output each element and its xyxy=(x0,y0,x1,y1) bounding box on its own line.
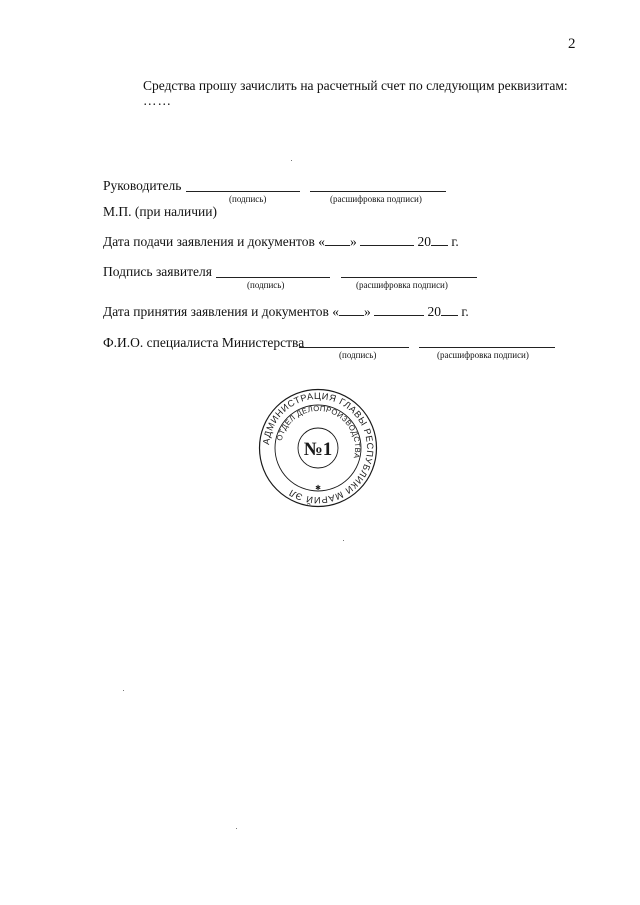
intro-ellipsis: …… xyxy=(143,93,172,108)
accept-year-prefix: 20 xyxy=(427,304,442,319)
specialist-decoding-line[interactable] xyxy=(419,347,555,348)
submit-year-blank[interactable] xyxy=(431,234,448,246)
applicant-signature-line[interactable] xyxy=(216,277,330,278)
page-number: 2 xyxy=(568,36,576,52)
intro-text: Средства прошу зачислить на расчетный счет по следующим реквизитам: xyxy=(143,78,568,93)
accept-date-quote-close: » xyxy=(364,304,371,319)
accept-day-blank[interactable] xyxy=(339,304,364,316)
head-signature-line[interactable] xyxy=(186,191,300,192)
applicant-signature-caption: (подпись) xyxy=(247,280,285,290)
head-label: Руководитель xyxy=(103,178,182,193)
head-decoding-line[interactable] xyxy=(310,191,446,192)
official-seal xyxy=(258,388,378,508)
accept-date-label: Дата принятия заявления и документов « xyxy=(103,304,340,319)
accept-year-suffix: г. xyxy=(461,304,469,319)
applicant-label: Подпись заявителя xyxy=(103,264,212,279)
seal-outer-text: АДМИНИСТРАЦИЯ ГЛАВЫ РЕСПУБЛИКИ МАРИЙ ЭЛ xyxy=(261,390,376,506)
specialist-label: Ф.И.О. специалиста Министерства xyxy=(103,335,305,350)
scan-speck xyxy=(343,540,344,541)
submit-year-suffix: г. xyxy=(451,234,459,249)
applicant-decoding-line[interactable] xyxy=(341,277,477,278)
scan-speck xyxy=(291,160,292,161)
seal-place-label: М.П. (при наличии) xyxy=(103,204,217,219)
accept-date-row xyxy=(103,304,469,320)
accept-year-blank[interactable] xyxy=(441,304,458,316)
submit-month-blank[interactable] xyxy=(360,234,414,246)
submit-date-label: Дата подачи заявления и документов « xyxy=(103,234,325,249)
head-decoding-caption: (расшифровка подписи) xyxy=(330,194,422,204)
scan-speck xyxy=(123,690,124,691)
submit-date-quote-close: » xyxy=(349,234,357,249)
head-signature-caption: (подпись) xyxy=(229,194,267,204)
specialist-signature-caption: (подпись) xyxy=(339,350,377,360)
submit-date-row xyxy=(103,234,459,250)
seal-center-number: №1 xyxy=(303,439,333,460)
scan-speck xyxy=(236,828,237,829)
accept-month-blank[interactable] xyxy=(374,304,424,316)
submit-day-blank[interactable] xyxy=(325,234,350,246)
specialist-decoding-caption: (расшифровка подписи) xyxy=(437,350,529,360)
seal-inner-text: ОТДЕЛ ДЕЛОПРОИЗВОДСТВА xyxy=(274,403,363,460)
specialist-signature-line[interactable] xyxy=(299,347,409,348)
seal-star-icon: ✱ xyxy=(315,484,321,492)
applicant-decoding-caption: (расшифровка подписи) xyxy=(356,280,448,290)
submit-year-prefix: 20 xyxy=(417,234,431,249)
